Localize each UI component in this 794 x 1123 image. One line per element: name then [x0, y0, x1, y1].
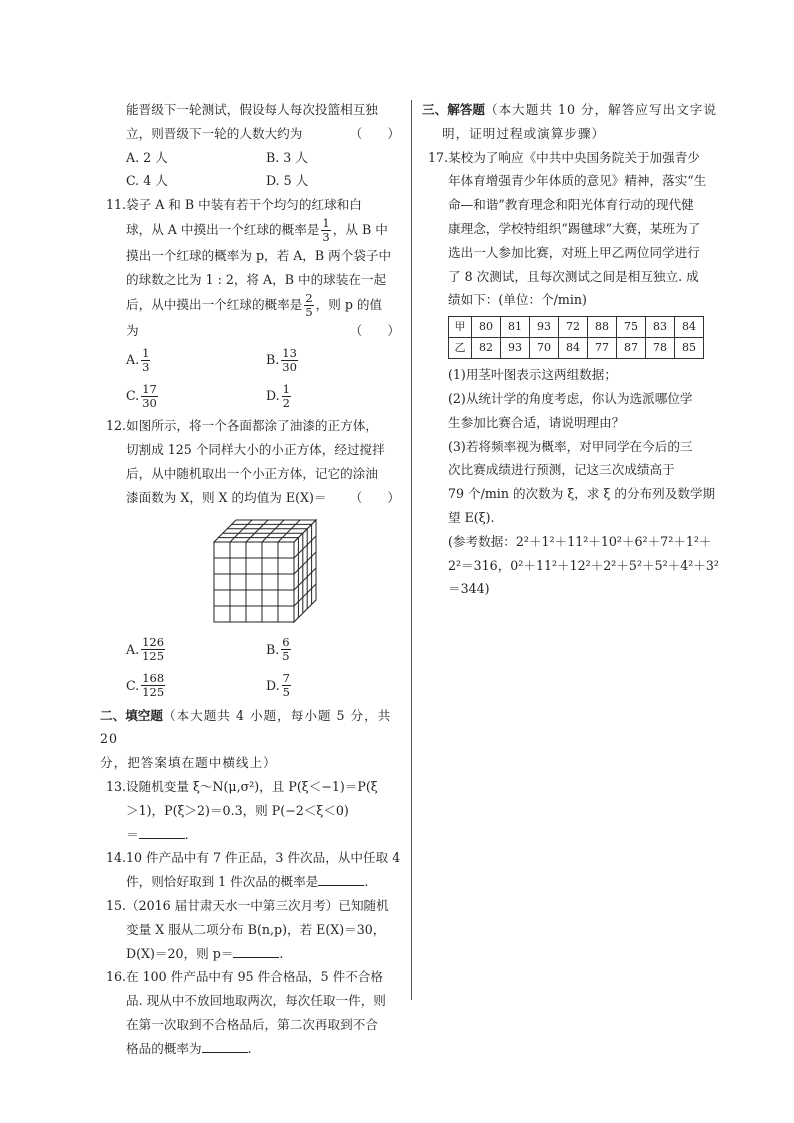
- answer-paren: （ ）: [349, 125, 400, 141]
- q17-line: 绩如下：(单位：个/min): [448, 292, 587, 308]
- part-1: (1)用茎叶图表示这两组数据；: [448, 367, 617, 383]
- reference-data: 2²＝316，0²＋11²＋12²＋2²＋5²＋5²＋4²＋3²: [448, 557, 719, 573]
- option-d[interactable]: D. $\frac{7}{5}$: [266, 671, 290, 700]
- question-14: [106, 846, 406, 894]
- question-number: 11.: [106, 197, 127, 213]
- q12-line1: 如图所示，将一个各面都涂了油漆的正方体，: [126, 418, 378, 434]
- reference-data: ＝344): [448, 581, 490, 597]
- question-number: 13.: [106, 778, 127, 794]
- q13-line2: ＞1)，P(ξ＞2)＝0.3，则 P(−2＜ξ＜0): [126, 802, 349, 818]
- q12-options: [106, 632, 406, 704]
- question-16: [106, 965, 406, 1060]
- answer-paren: （ ）: [349, 489, 400, 505]
- q13-line1: 设随机变量 ξ～N(μ,σ²)，且 P(ξ＜−1)＝P(ξ: [126, 778, 378, 794]
- section-answer-heading: 三、解答题（本大题共 10 分，解答应写出文字说 明，证明过程或演算步骤）: [422, 102, 717, 141]
- q17-line: 年体育增强青少年体质的意见》精神，落实“生: [448, 173, 707, 189]
- q15-line2: 变量 X 服从二项分布 B(n,p)，若 E(X)＝30，: [126, 921, 386, 937]
- table-cell: 83: [646, 317, 675, 338]
- table-row: [449, 338, 704, 359]
- option-b[interactable]: B. $\frac{13}{30}$: [266, 345, 297, 374]
- option-a[interactable]: A. $\frac{1}{3}$: [126, 345, 150, 374]
- part-3: (3)若将频率视为概率，对甲同学在今后的三: [448, 438, 693, 454]
- column-divider: [411, 100, 412, 1000]
- q16-line4: 格品的概率为 .: [126, 1037, 406, 1061]
- table-cell: 84: [559, 338, 588, 359]
- table-cell: 77: [588, 338, 617, 359]
- table-cell: 78: [646, 338, 675, 359]
- q12-line3: 后，从中随机取出一个小正方体，记它的涂油: [126, 465, 378, 481]
- cube-grid-figure: [210, 516, 320, 626]
- table-row: [449, 317, 704, 338]
- q11-options: [106, 342, 406, 414]
- table-cell: 85: [675, 338, 704, 359]
- question-number: 12.: [106, 418, 127, 434]
- question-11: [106, 193, 406, 342]
- part-3: 次比赛成绩进行预测，记这三次成绩高于: [448, 462, 675, 478]
- q16-line3: 在第一次取到不合格品后，第二次再取到不合: [126, 1016, 378, 1032]
- part-3: 79 个/min 的次数为 ξ，求 ξ 的分布列及数学期: [448, 486, 716, 502]
- table-cell: 80: [472, 317, 501, 338]
- right-column: [422, 98, 720, 601]
- option-c[interactable]: C. $\frac{17}{30}$: [126, 381, 157, 410]
- part-3: 望 E(ξ).: [448, 509, 495, 525]
- question-number: 15.: [106, 897, 127, 913]
- question-17: [428, 146, 720, 313]
- option-c[interactable]: C. 4 人: [126, 173, 168, 189]
- option-d[interactable]: D. $\frac{1}{2}$: [266, 381, 290, 410]
- option-b[interactable]: B. $\frac{6}{5}$: [266, 635, 290, 664]
- part-2: 生参加比赛合适，请说明理由？: [448, 414, 625, 430]
- fraction: $\frac{1}{3}$: [322, 215, 330, 244]
- q17-line: 选出一人参加比赛，对班上甲乙两位同学进行: [448, 244, 700, 260]
- question-15: [106, 894, 406, 965]
- q11-line1: 袋子 A 和 B 中装有若干个均匀的红球和白: [126, 197, 362, 213]
- fraction: $\frac{2}{5}$: [305, 290, 313, 319]
- option-b[interactable]: B. 3 人: [266, 149, 308, 165]
- answer-blank[interactable]: [139, 824, 185, 839]
- part-2: (2)从统计学的角度考虑，你认为选派哪位学: [448, 390, 693, 406]
- q16-line1: 在 100 件产品中有 95 件合格品，5 件不合格: [126, 969, 383, 985]
- table-cell: 82: [472, 338, 501, 359]
- table-cell: 93: [530, 317, 559, 338]
- q12-line2: 切割成 125 个同样大小的小正方体，经过搅拌: [126, 442, 385, 458]
- option-d[interactable]: D. 5 人: [266, 173, 309, 189]
- q17-line: 康理念，学校特组织“踢毽球”大赛，某班为了: [448, 220, 701, 236]
- table-cell: 88: [588, 317, 617, 338]
- table-cell: 75: [617, 317, 646, 338]
- q10-line2: 立，则晋级下一轮的人数大约为 （ ）: [126, 122, 406, 146]
- q14-line2: 件，则恰好取到 1 件次品的概率是 .: [126, 870, 406, 894]
- table-cell: 81: [501, 317, 530, 338]
- question-13: [106, 775, 406, 846]
- answer-paren: （ ）: [349, 322, 400, 338]
- row-label: 甲: [449, 317, 472, 338]
- answer-blank[interactable]: [233, 943, 279, 958]
- reference-data: (参考数据：2²＋1²＋11²＋10²＋6²＋7²＋1²＋: [448, 533, 712, 549]
- q11-line3: 摸出一个红球的概率为 p，若 A，B 两个袋子中: [126, 247, 392, 263]
- score-table: [448, 316, 704, 359]
- question-12: [106, 414, 406, 509]
- q10-line1: 能晋级下一轮测试，假设每人每次投篮相互独: [126, 102, 378, 117]
- table-cell: 87: [617, 338, 646, 359]
- section-fill-in-heading: 二、填空题（本大题共 4 小题，每小题 5 分，共 20 分，把答案填在题中横线上）: [100, 707, 392, 771]
- q11-line6: 为 （ ）: [126, 319, 406, 343]
- q16-line2: 品. 现从中不放回地取两次，每次任取一件，则: [126, 993, 386, 1009]
- table-cell: 84: [675, 317, 704, 338]
- question-10: [106, 98, 406, 146]
- q17-line: 某校为了响应《中共中央国务院关于加强青少: [448, 149, 700, 165]
- q15-line3: D(X)＝20，则 p＝ .: [126, 942, 406, 966]
- table-cell: 70: [530, 338, 559, 359]
- answer-blank[interactable]: [318, 871, 364, 886]
- question-number: 16.: [106, 969, 127, 985]
- table-cell: 72: [559, 317, 588, 338]
- q17-line: 了 8 次测试，且每次测试之间是相互独立. 成: [448, 268, 699, 284]
- q11-line2: 球，从 A 中摸出一个红球的概率是 $\frac{1}{3}$ ，从 B 中: [126, 215, 388, 244]
- q17-line: 命—和谐”教育理念和阳光体育行动的现代健: [448, 197, 694, 213]
- row-label: 乙: [449, 338, 472, 359]
- q12-line4: 漆面数为 X，则 X 的均值为 E(X)＝ （ ）: [126, 486, 406, 510]
- cube-figure: [210, 516, 406, 626]
- option-c[interactable]: C. $\frac{168}{125}$: [126, 671, 165, 700]
- left-column: [100, 98, 406, 1061]
- q15-line1: （2016 届甘肃天水一中第三次月考）已知随机: [126, 897, 389, 913]
- table-cell: 93: [501, 338, 530, 359]
- question-number: 17.: [428, 149, 449, 165]
- q11-line4: 的球数之比为 1 : 2，将 A，B 中的球装在一起: [126, 271, 387, 287]
- q13-line3: ＝ .: [126, 823, 406, 847]
- option-a[interactable]: A. $\frac{126}{125}$: [126, 635, 165, 664]
- answer-blank[interactable]: [202, 1038, 248, 1053]
- question-number: 14.: [106, 850, 127, 866]
- q17-parts: [428, 363, 720, 601]
- q14-line1: 10 件产品中有 7 件正品，3 件次品，从中任取 4: [126, 850, 401, 866]
- option-a[interactable]: A. 2 人: [126, 149, 168, 165]
- q11-line5: 后，从中摸出一个红球的概率是 $\frac{2}{5}$ ，则 p 的值: [126, 290, 383, 319]
- q10-options: [106, 146, 406, 194]
